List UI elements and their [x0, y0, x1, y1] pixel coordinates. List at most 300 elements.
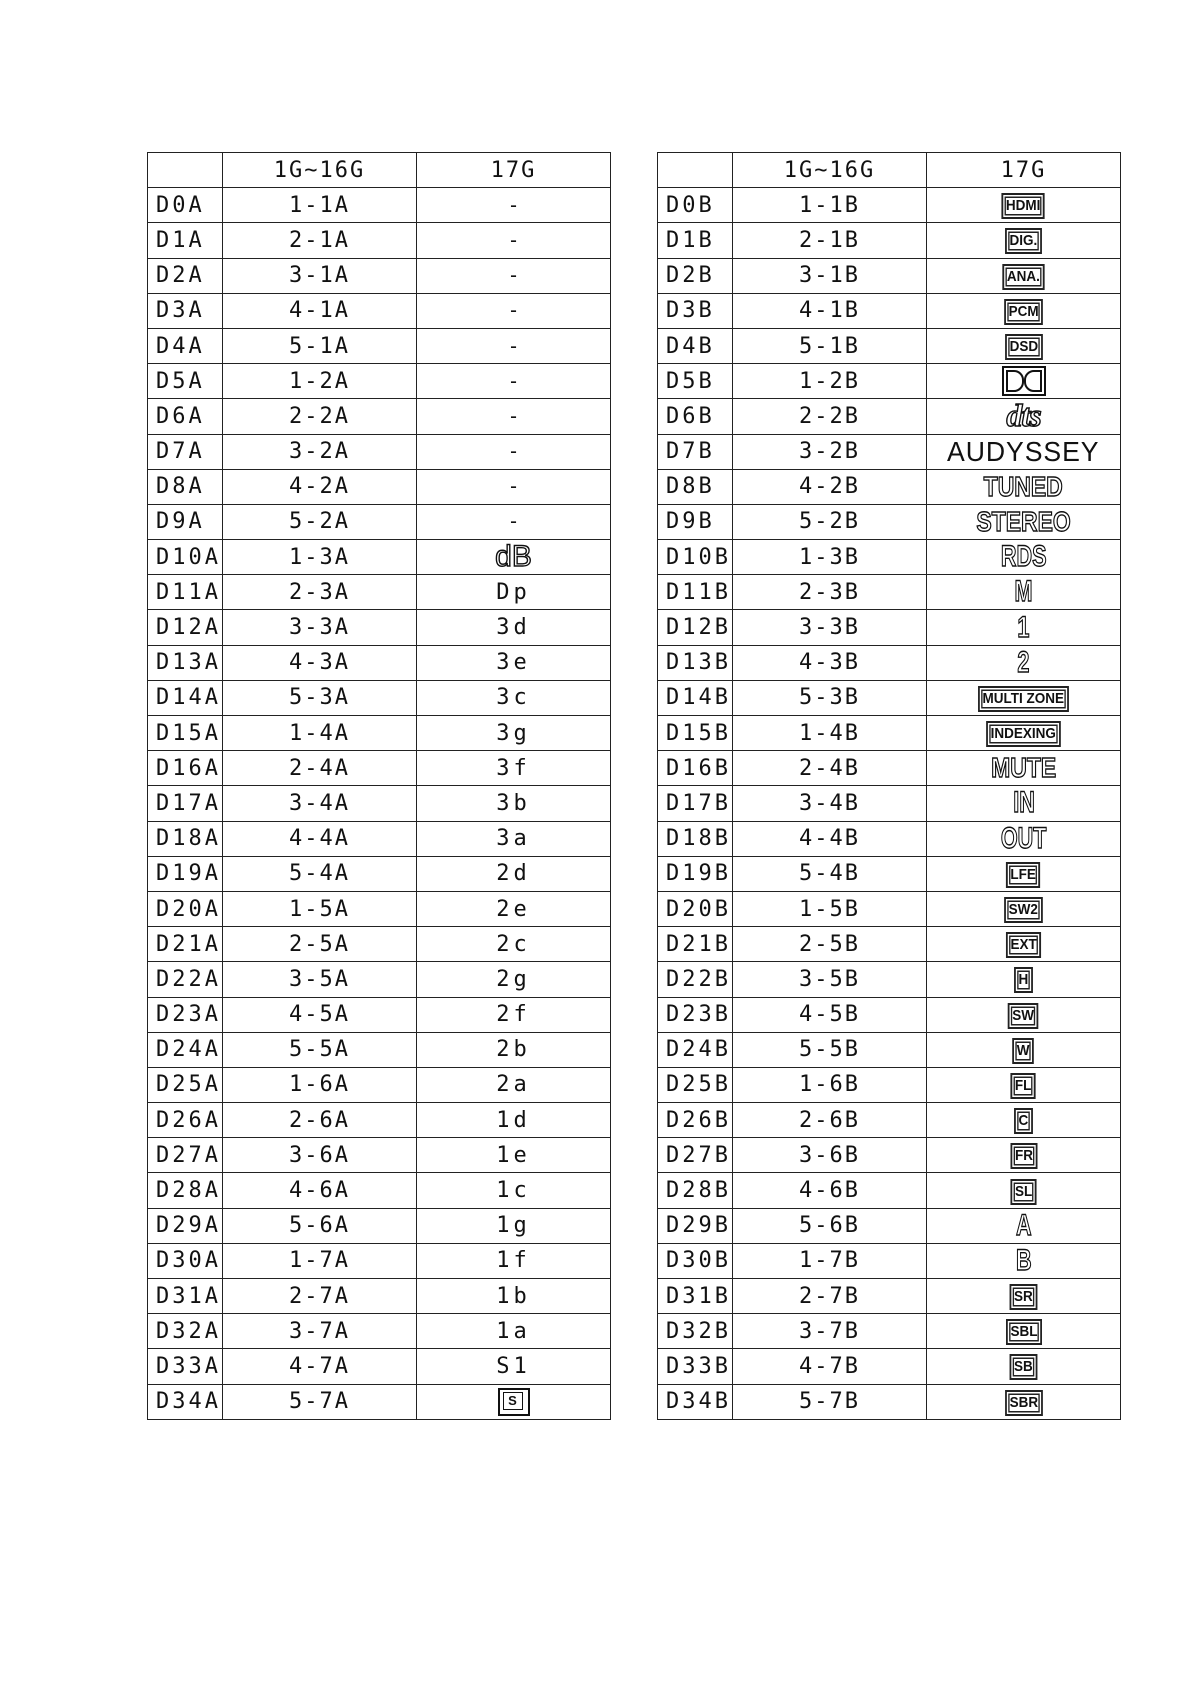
- grid-position: 3-5B: [733, 962, 927, 997]
- digit-code: D29A: [148, 1208, 223, 1243]
- boxed-indicator-icon: ANA.: [1002, 264, 1044, 290]
- grid-position: 1-5B: [733, 891, 927, 926]
- header-17g: 17G: [417, 153, 611, 188]
- grid-position: 1-3B: [733, 540, 927, 575]
- digit-code: D7B: [658, 434, 733, 469]
- table-row: [148, 786, 611, 821]
- segment-17g: [417, 927, 611, 962]
- dash-mark: -: [507, 263, 520, 288]
- grid-position: 5-5A: [223, 1032, 417, 1067]
- digit-code: D10B: [658, 540, 733, 575]
- table-row: [148, 821, 611, 856]
- digit-code: D8B: [658, 469, 733, 504]
- table-row: [658, 716, 1121, 751]
- grid-position: 3-1B: [733, 258, 927, 293]
- header-row: [148, 153, 611, 188]
- header-grid: 1G~16G: [223, 153, 417, 188]
- digit-code: D34B: [658, 1384, 733, 1419]
- boxed-indicator-icon: INDEXING: [986, 721, 1060, 747]
- s-icon-label: S: [503, 1392, 523, 1410]
- dash-mark: -: [507, 474, 520, 499]
- segment-17g: [417, 469, 611, 504]
- segment-17g: [927, 997, 1121, 1032]
- header-blank: [148, 153, 223, 188]
- segment-label: 1b: [496, 1283, 531, 1309]
- segment-17g: [417, 504, 611, 539]
- segment-17g: [927, 540, 1121, 575]
- digit-code: D19A: [148, 856, 223, 891]
- table-row: [148, 258, 611, 293]
- boxed-indicator-icon: DIG.: [1005, 228, 1042, 254]
- grid-position: 1-4A: [223, 716, 417, 751]
- segment-17g: [927, 1067, 1121, 1102]
- boxed-indicator-icon: W: [1013, 1038, 1035, 1064]
- grid-position: 1-7B: [733, 1243, 927, 1278]
- grid-position: 4-3B: [733, 645, 927, 680]
- outlined-indicator-icon: OUT: [1000, 821, 1047, 855]
- digit-code: D24B: [658, 1032, 733, 1067]
- grid-position: 4-5A: [223, 997, 417, 1032]
- digit-code: D33A: [148, 1349, 223, 1384]
- segment-label: 3b: [496, 790, 531, 816]
- grid-position: 1-6A: [223, 1067, 417, 1102]
- segment-17g: [417, 188, 611, 223]
- digit-code: D28A: [148, 1173, 223, 1208]
- boxed-indicator-icon: SR: [1010, 1284, 1038, 1310]
- digit-code: D15A: [148, 716, 223, 751]
- grid-position: 4-4B: [733, 821, 927, 856]
- boxed-indicator-icon: FR: [1010, 1143, 1037, 1169]
- table-row: [148, 645, 611, 680]
- digit-code: D31B: [658, 1279, 733, 1314]
- boxed-indicator-icon: SW: [1008, 1003, 1039, 1029]
- table-row: [658, 680, 1121, 715]
- table-row: [148, 962, 611, 997]
- table-row: [148, 223, 611, 258]
- segment-17g: [417, 1279, 611, 1314]
- grid-position: 3-7A: [223, 1314, 417, 1349]
- digit-code: D32B: [658, 1314, 733, 1349]
- outlined-indicator-icon: M: [1014, 575, 1033, 609]
- grid-position: 2-1A: [223, 223, 417, 258]
- digit-code: D25B: [658, 1067, 733, 1102]
- segment-label: Dp: [496, 579, 531, 605]
- digit-code: D0B: [658, 188, 733, 223]
- segment-17g: [927, 293, 1121, 328]
- table-row: [658, 469, 1121, 504]
- grid-position: 1-2B: [733, 364, 927, 399]
- outlined-indicator-icon: RDS: [1000, 540, 1047, 574]
- segment-17g: [417, 751, 611, 786]
- table-row: [148, 469, 611, 504]
- table-row: [148, 540, 611, 575]
- digit-code: D11A: [148, 575, 223, 610]
- grid-position: 5-1B: [733, 328, 927, 363]
- segment-17g: [417, 364, 611, 399]
- grid-position: 3-4A: [223, 786, 417, 821]
- grid-position: 2-5A: [223, 927, 417, 962]
- grid-position: 1-2A: [223, 364, 417, 399]
- table-row: [658, 1138, 1121, 1173]
- segment-label: 2d: [496, 861, 531, 887]
- segment-17g: [417, 223, 611, 258]
- boxed-indicator-icon: LFE: [1006, 862, 1041, 888]
- outlined-indicator-icon: 2: [1017, 645, 1030, 679]
- segment-17g: [927, 1384, 1121, 1419]
- dash-mark: -: [507, 368, 520, 393]
- digit-code: D17A: [148, 786, 223, 821]
- grid-position: 1-4B: [733, 716, 927, 751]
- boxed-indicator-icon: FL: [1011, 1073, 1036, 1099]
- table-row: [148, 610, 611, 645]
- digit-code: D13A: [148, 645, 223, 680]
- table-row: [658, 1279, 1121, 1314]
- digit-code: D29B: [658, 1208, 733, 1243]
- dash-mark: -: [507, 439, 520, 464]
- grid-position: 3-7B: [733, 1314, 927, 1349]
- table-row: [148, 1314, 611, 1349]
- grid-position: 5-1A: [223, 328, 417, 363]
- grid-position: 3-6B: [733, 1138, 927, 1173]
- dash-mark: -: [507, 333, 520, 358]
- grid-position: 2-6B: [733, 1103, 927, 1138]
- segment-17g: [927, 962, 1121, 997]
- digit-code: D22A: [148, 962, 223, 997]
- boxed-indicator-icon: SB: [1010, 1354, 1038, 1380]
- segment-label: 1g: [496, 1213, 531, 1239]
- digit-code: D5B: [658, 364, 733, 399]
- segment-label: 1f: [496, 1248, 531, 1274]
- segment-label: 2b: [496, 1037, 531, 1063]
- header-blank: [658, 153, 733, 188]
- segment-17g: [927, 1314, 1121, 1349]
- digit-code: D27B: [658, 1138, 733, 1173]
- table-row: [148, 891, 611, 926]
- segment-17g: [417, 821, 611, 856]
- digit-code: D2B: [658, 258, 733, 293]
- table-row: [148, 434, 611, 469]
- segment-17g: [927, 223, 1121, 258]
- segment-label: 3a: [496, 826, 531, 852]
- digit-code: D18B: [658, 821, 733, 856]
- table-row: [148, 1103, 611, 1138]
- grid-position: 2-1B: [733, 223, 927, 258]
- table-row: [148, 856, 611, 891]
- digit-code: D16B: [658, 751, 733, 786]
- segment-table-a: [147, 152, 611, 1420]
- segment-label: 2e: [496, 896, 531, 922]
- table-row: [148, 751, 611, 786]
- digit-code: D7A: [148, 434, 223, 469]
- table-row: [658, 927, 1121, 962]
- outlined-indicator-icon: B: [1015, 1243, 1032, 1277]
- segment-17g: [417, 328, 611, 363]
- segment-17g: [927, 856, 1121, 891]
- table-row: [658, 1208, 1121, 1243]
- grid-position: 4-6A: [223, 1173, 417, 1208]
- grid-position: 2-4B: [733, 751, 927, 786]
- digit-code: D1A: [148, 223, 223, 258]
- table-row: [658, 188, 1121, 223]
- grid-position: 1-7A: [223, 1243, 417, 1278]
- table-row: [658, 610, 1121, 645]
- digit-code: D17B: [658, 786, 733, 821]
- grid-position: 4-6B: [733, 1173, 927, 1208]
- segment-17g: [927, 575, 1121, 610]
- segment-label: 3c: [496, 685, 531, 711]
- audyssey-icon: AUDYSSEY: [947, 435, 1100, 467]
- segment-17g: [927, 716, 1121, 751]
- table-row: [148, 399, 611, 434]
- table-row: [658, 434, 1121, 469]
- table-row: [658, 1173, 1121, 1208]
- grid-position: 4-7A: [223, 1349, 417, 1384]
- segment-label: 3e: [496, 650, 531, 676]
- table-row: [148, 997, 611, 1032]
- segment-17g: [927, 821, 1121, 856]
- s-icon: [498, 1388, 530, 1416]
- segment-17g: [417, 680, 611, 715]
- table-row: [658, 891, 1121, 926]
- table-row: [148, 364, 611, 399]
- segment-label: 1e: [496, 1142, 531, 1168]
- table-row: [658, 293, 1121, 328]
- grid-position: 3-5A: [223, 962, 417, 997]
- digit-code: D4B: [658, 328, 733, 363]
- segment-17g: [927, 1103, 1121, 1138]
- segment-label: 2c: [496, 931, 531, 957]
- segment-17g: [417, 856, 611, 891]
- digit-code: D9A: [148, 504, 223, 539]
- segment-17g: [417, 786, 611, 821]
- digit-code: D22B: [658, 962, 733, 997]
- digit-code: D9B: [658, 504, 733, 539]
- digit-code: D24A: [148, 1032, 223, 1067]
- table-row: [148, 575, 611, 610]
- digit-code: D11B: [658, 575, 733, 610]
- segment-17g: [417, 645, 611, 680]
- segment-17g: [927, 1208, 1121, 1243]
- table-row: [658, 751, 1121, 786]
- digit-code: D16A: [148, 751, 223, 786]
- dts-icon: dts: [1006, 398, 1041, 433]
- digit-code: D30A: [148, 1243, 223, 1278]
- segment-label: 2a: [496, 1072, 531, 1098]
- table-row: [658, 1384, 1121, 1419]
- table-row: [658, 399, 1121, 434]
- table-row: [658, 223, 1121, 258]
- table-row: [658, 962, 1121, 997]
- dash-mark: -: [507, 192, 520, 217]
- grid-position: 5-4A: [223, 856, 417, 891]
- digit-code: D6A: [148, 399, 223, 434]
- segment-17g: [417, 891, 611, 926]
- segment-17g: [927, 927, 1121, 962]
- segment-17g: [417, 575, 611, 610]
- table-row: [658, 575, 1121, 610]
- digit-code: D14A: [148, 680, 223, 715]
- boxed-indicator-icon: HDMI: [1002, 193, 1045, 219]
- outlined-indicator-icon: TUNED: [983, 470, 1064, 502]
- digit-code: D26B: [658, 1103, 733, 1138]
- digit-code: D32A: [148, 1314, 223, 1349]
- digit-code: D6B: [658, 399, 733, 434]
- table-row: [658, 258, 1121, 293]
- table-row: [148, 716, 611, 751]
- table-row: [658, 786, 1121, 821]
- grid-position: 3-3B: [733, 610, 927, 645]
- outlined-indicator-icon: STEREO: [976, 505, 1071, 537]
- table-row: [148, 293, 611, 328]
- segment-17g: [417, 1138, 611, 1173]
- boxed-indicator-icon: SW2: [1004, 897, 1042, 923]
- segment-17g: [417, 540, 611, 575]
- segment-label: 1c: [496, 1178, 531, 1204]
- segment-label: 1a: [496, 1318, 531, 1344]
- grid-position: 1-6B: [733, 1067, 927, 1102]
- segment-17g: [417, 1067, 611, 1102]
- grid-position: 5-2A: [223, 504, 417, 539]
- segment-17g: [417, 1173, 611, 1208]
- segment-17g: [417, 434, 611, 469]
- db-icon: dB: [495, 539, 532, 573]
- table-row: [658, 997, 1121, 1032]
- segment-label: 2f: [496, 1002, 531, 1028]
- segment-label: 3f: [496, 755, 531, 781]
- segment-17g: [417, 1384, 611, 1419]
- segment-17g: [927, 188, 1121, 223]
- segment-17g: [417, 610, 611, 645]
- table-row: [658, 1067, 1121, 1102]
- segment-label: 3g: [496, 720, 531, 746]
- digit-code: D1B: [658, 223, 733, 258]
- table-row: [658, 856, 1121, 891]
- table-row: [658, 504, 1121, 539]
- digit-code: D4A: [148, 328, 223, 363]
- digit-code: D33B: [658, 1349, 733, 1384]
- table-row: [148, 188, 611, 223]
- grid-position: 3-2A: [223, 434, 417, 469]
- grid-position: 3-1A: [223, 258, 417, 293]
- segment-17g: [927, 751, 1121, 786]
- segment-17g: [417, 399, 611, 434]
- segment-17g: [927, 645, 1121, 680]
- segment-17g: [927, 258, 1121, 293]
- table-row: [658, 645, 1121, 680]
- table-row: [148, 1173, 611, 1208]
- digit-code: D21B: [658, 927, 733, 962]
- digit-code: D0A: [148, 188, 223, 223]
- outlined-indicator-icon: MUTE: [990, 752, 1057, 784]
- grid-position: 2-7B: [733, 1279, 927, 1314]
- segment-17g: [927, 504, 1121, 539]
- digit-code: D12B: [658, 610, 733, 645]
- segment-17g: [417, 962, 611, 997]
- segment-17g: [417, 258, 611, 293]
- digit-code: D20B: [658, 891, 733, 926]
- segment-17g: [927, 1032, 1121, 1067]
- header-row: [658, 153, 1121, 188]
- digit-code: D34A: [148, 1384, 223, 1419]
- grid-position: 4-4A: [223, 821, 417, 856]
- segment-label: 1d: [496, 1107, 531, 1133]
- grid-position: 2-3A: [223, 575, 417, 610]
- grid-position: 4-2A: [223, 469, 417, 504]
- header-grid: 1G~16G: [733, 153, 927, 188]
- grid-position: 4-3A: [223, 645, 417, 680]
- segment-17g: [417, 293, 611, 328]
- table-row: [658, 1243, 1121, 1278]
- digit-code: D31A: [148, 1279, 223, 1314]
- segment-17g: [417, 1349, 611, 1384]
- grid-position: 3-3A: [223, 610, 417, 645]
- grid-position: 1-5A: [223, 891, 417, 926]
- grid-position: 2-2B: [733, 399, 927, 434]
- digit-code: D10A: [148, 540, 223, 575]
- segment-17g: [927, 786, 1121, 821]
- segment-17g: [417, 1208, 611, 1243]
- digit-code: D14B: [658, 680, 733, 715]
- outlined-indicator-icon: IN: [1012, 786, 1035, 820]
- grid-position: 2-7A: [223, 1279, 417, 1314]
- grid-position: 2-2A: [223, 399, 417, 434]
- boxed-indicator-icon: EXT: [1006, 932, 1041, 958]
- segment-17g: [927, 399, 1121, 434]
- grid-position: 1-1A: [223, 188, 417, 223]
- table-row: [658, 540, 1121, 575]
- segment-17g: [927, 610, 1121, 645]
- boxed-indicator-icon: H: [1014, 967, 1033, 993]
- grid-position: 5-7A: [223, 1384, 417, 1419]
- grid-position: 5-6B: [733, 1208, 927, 1243]
- boxed-indicator-icon: PCM: [1004, 299, 1043, 325]
- table-row: [658, 1103, 1121, 1138]
- segment-label: 3d: [496, 615, 531, 641]
- boxed-indicator-icon: DSD: [1005, 334, 1043, 360]
- digit-code: D2A: [148, 258, 223, 293]
- digit-code: D13B: [658, 645, 733, 680]
- segment-17g: [927, 434, 1121, 469]
- digit-code: D28B: [658, 1173, 733, 1208]
- grid-position: 1-3A: [223, 540, 417, 575]
- grid-position: 5-5B: [733, 1032, 927, 1067]
- segment-17g: [927, 1243, 1121, 1278]
- segment-17g: [417, 1103, 611, 1138]
- segment-17g: [927, 1349, 1121, 1384]
- digit-code: D23B: [658, 997, 733, 1032]
- grid-position: 5-4B: [733, 856, 927, 891]
- grid-position: 5-6A: [223, 1208, 417, 1243]
- table-row: [148, 1384, 611, 1419]
- table-row: [148, 504, 611, 539]
- digit-code: D19B: [658, 856, 733, 891]
- header-17g: 17G: [927, 153, 1121, 188]
- grid-position: 5-3A: [223, 680, 417, 715]
- digit-code: D26A: [148, 1103, 223, 1138]
- table-row: [658, 821, 1121, 856]
- segment-17g: [927, 680, 1121, 715]
- segment-17g: [417, 997, 611, 1032]
- segment-17g: [417, 1314, 611, 1349]
- grid-position: 2-4A: [223, 751, 417, 786]
- digit-code: D20A: [148, 891, 223, 926]
- table-row: [148, 1279, 611, 1314]
- grid-position: 5-7B: [733, 1384, 927, 1419]
- digit-code: D3A: [148, 293, 223, 328]
- digit-code: D30B: [658, 1243, 733, 1278]
- table-row: [148, 680, 611, 715]
- grid-position: 4-5B: [733, 997, 927, 1032]
